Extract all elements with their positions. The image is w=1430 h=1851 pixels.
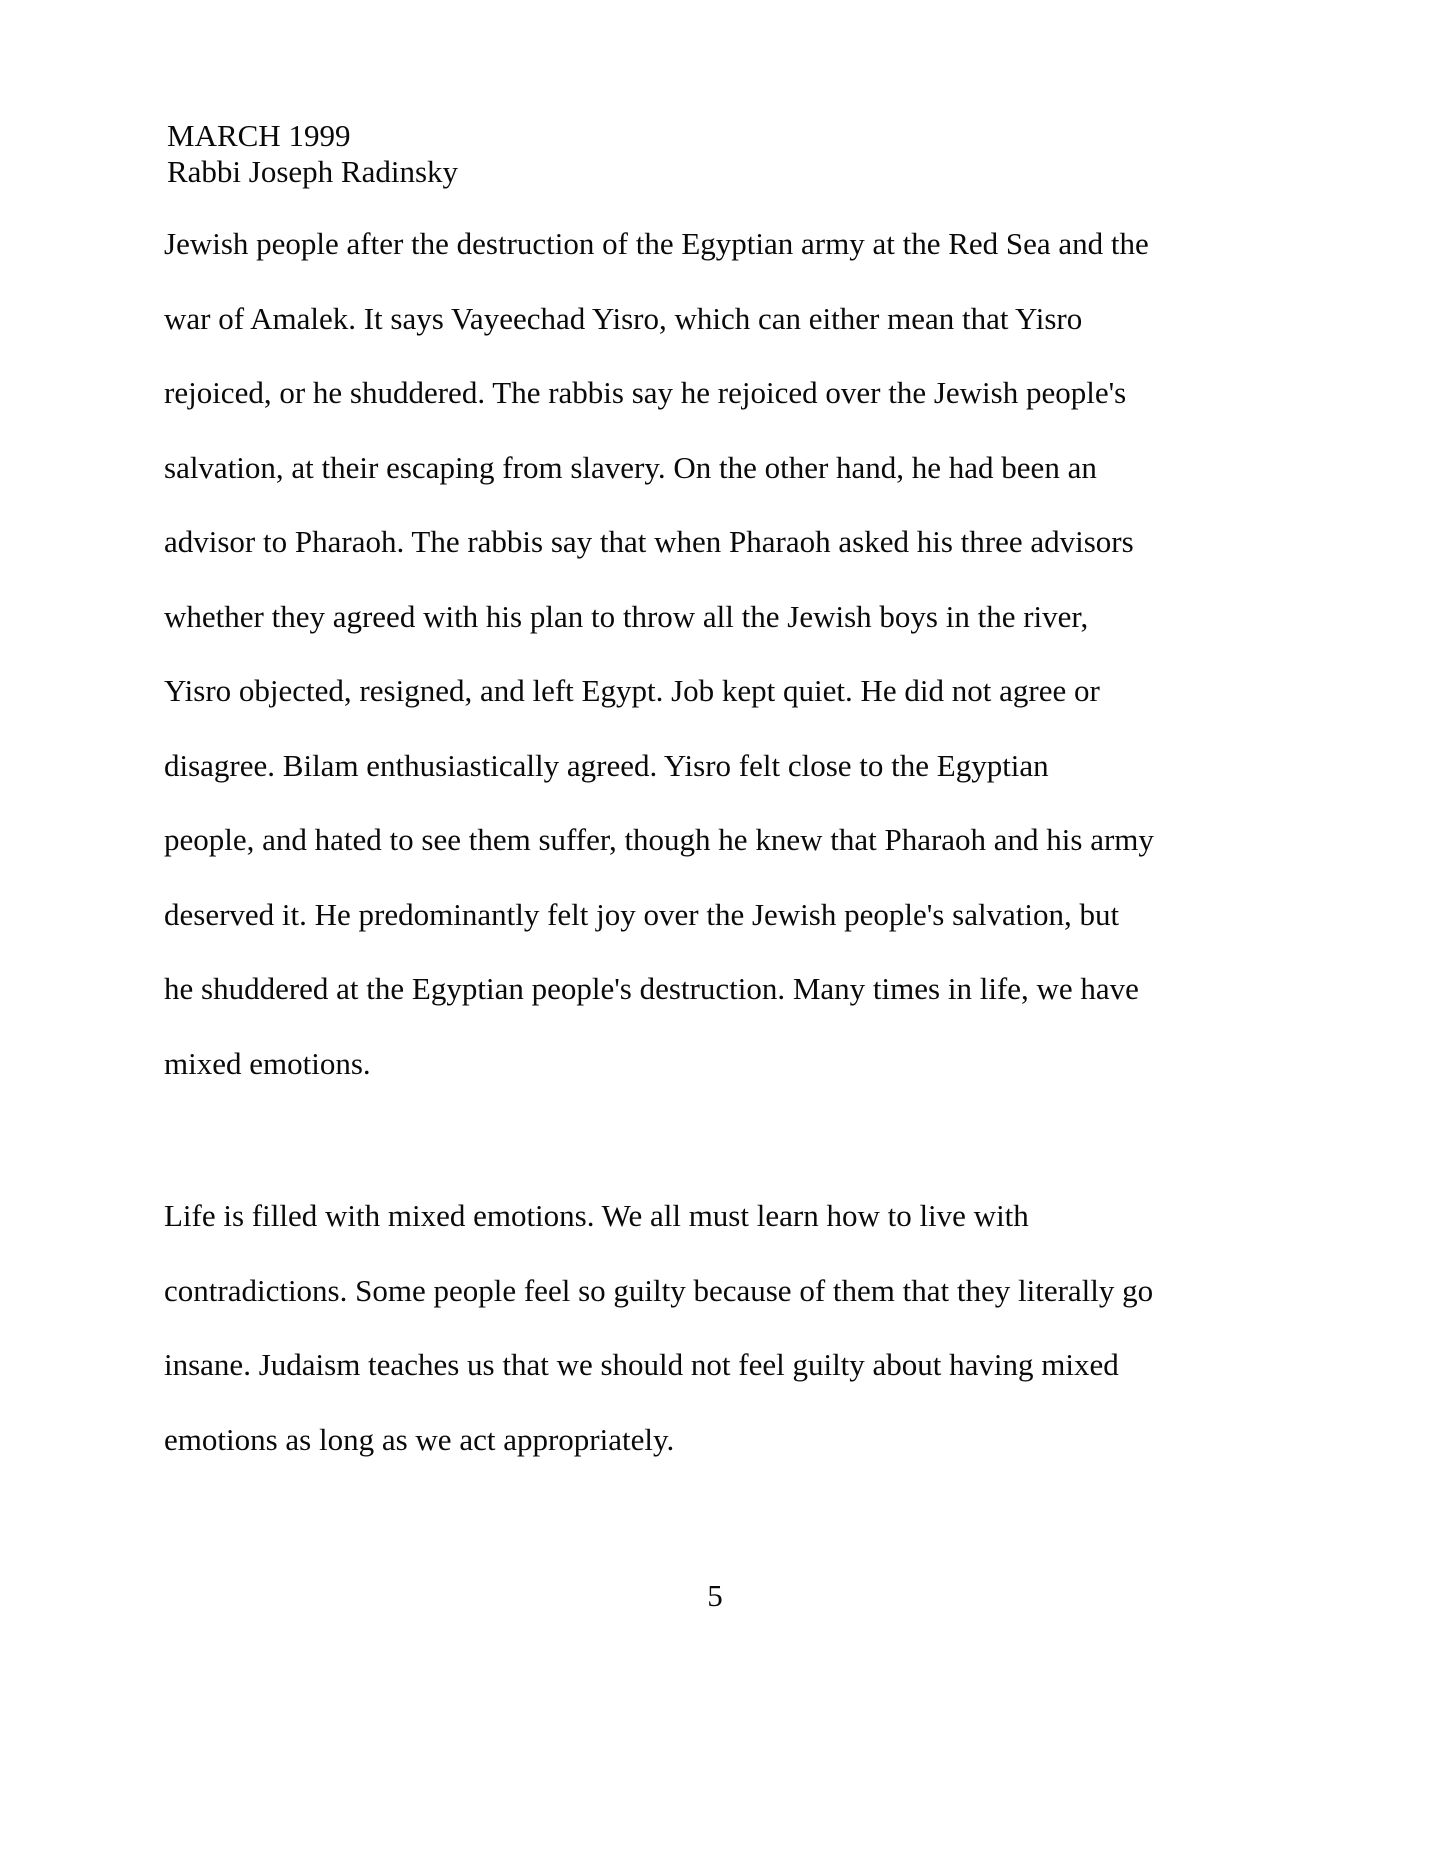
- paragraph-line: disagree. Bilam enthusiastically agreed. Yisro felt close to the Egyptian: [164, 747, 1049, 783]
- page-number: 5: [707, 1578, 723, 1613]
- paragraph-line: rejoiced, or he shuddered. The rabbis say he rejoiced over the Jewish people's: [164, 375, 1127, 410]
- body-paragraph-1: [164, 207, 1284, 1101]
- paragraph-line: war of Amalek. It says Vayeechad Yisro, which can either mean that Yisro: [164, 300, 1083, 336]
- paragraph-line: emotions as long as we act appropriately.: [164, 1421, 675, 1457]
- paragraph-line: salvation, at their escaping from slavery. On the other hand, he had been an: [164, 449, 1097, 485]
- paragraph-line: people, and hated to see them suffer, though he knew that Pharaoh and his army: [164, 822, 1154, 857]
- paragraph-line: he shuddered at the Egyptian people's destruction. Many times in life, we have: [164, 971, 1139, 1006]
- paragraph-line: Jewish people after the destruction of the Egyptian army at the Red Sea and the: [164, 226, 1149, 261]
- paragraph-line: Life is filled with mixed emotions. We all must learn how to live with: [164, 1198, 1029, 1233]
- header-author: Rabbi Joseph Radinsky: [167, 154, 459, 189]
- paragraph-line: insane. Judaism teaches us that we should not feel guilty about having mixed: [164, 1347, 1119, 1382]
- paragraph-line: advisor to Pharaoh. The rabbis say that when Pharaoh asked his three advisors: [164, 524, 1134, 559]
- paragraph-line: mixed emotions.: [164, 1045, 371, 1081]
- paragraph-line: whether they agreed with his plan to throw all the Jewish boys in the river,: [164, 598, 1089, 634]
- body-paragraph-2: [164, 1179, 1284, 1477]
- document-header: [167, 118, 458, 190]
- paragraph-line: contradictions. Some people feel so guilty because of them that they literally go: [164, 1272, 1154, 1308]
- paragraph-line: deserved it. He predominantly felt joy over the Jewish people's salvation, but: [164, 896, 1120, 932]
- header-date: MARCH 1999: [167, 118, 351, 153]
- paragraph-line: Yisro objected, resigned, and left Egypt. Job kept quiet. He did not agree or: [164, 673, 1100, 708]
